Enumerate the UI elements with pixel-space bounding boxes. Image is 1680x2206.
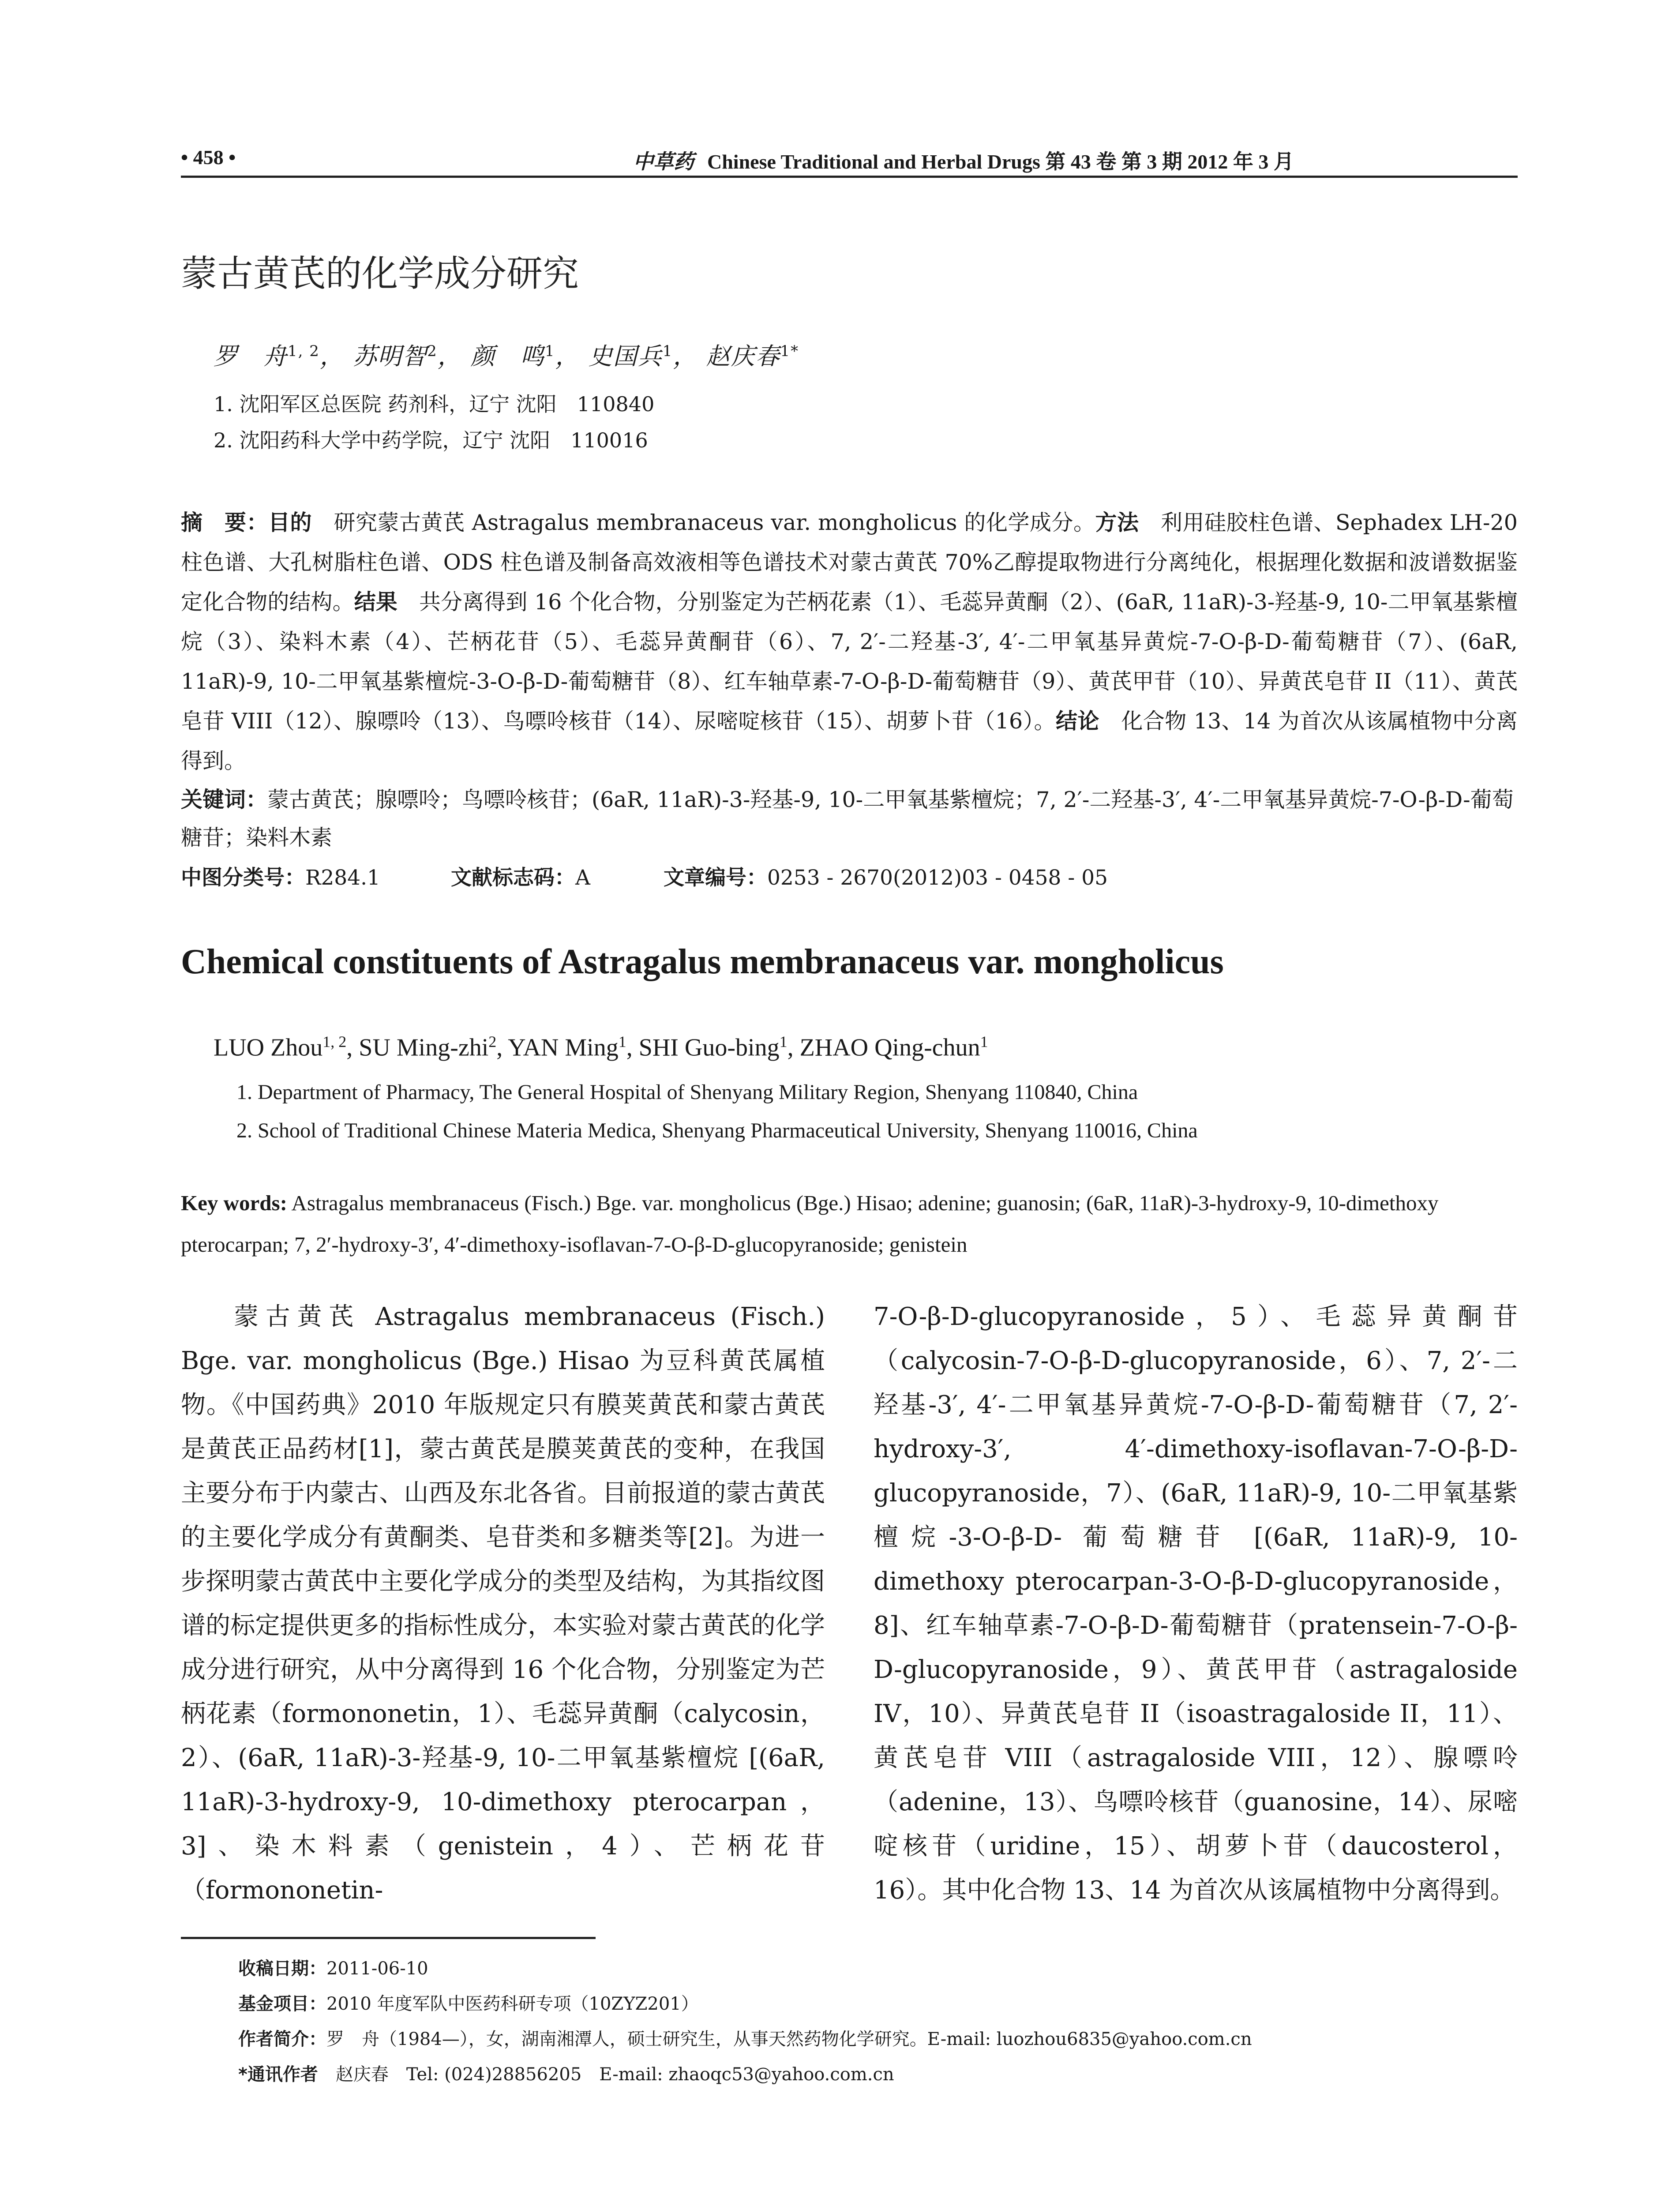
footnote-label: 作者简介： [238, 2029, 326, 2049]
running-header [181, 142, 1518, 176]
article-number: 0253 - 2670(2012)03 - 0458 - 05 [767, 866, 1108, 890]
journal-name-en: Chinese Traditional and Herbal Drugs 第 43 卷 第 3 期 2012 年 3 月 [707, 150, 1294, 173]
footnote-received [238, 1955, 428, 1980]
author-name: 苏明智 [353, 342, 428, 370]
paper-title-cn: 蒙古黄芪的化学成分研究 [181, 253, 579, 295]
result-label: 结果 [354, 589, 398, 615]
affiliation-cn-1: 1. 沈阳军区总医院 药剂科，辽宁 沈阳 110840 [214, 392, 655, 416]
author-name: 赵庆春 [706, 342, 780, 370]
author-affiliation-mark: 1 [980, 1033, 988, 1050]
article-number-label: 文章编号： [664, 866, 767, 890]
keywords-text-cn: 蒙古黄芪；腺嘌呤；鸟嘌呤核苷；(6aR, 11aR)-3-羟基-9, 10-二甲氧基紫檀烷；7, 2′-二羟基-3′, 4′-二甲氧基异黄烷-7-O-β-D-葡萄糖苷；染料木素 [181, 787, 1514, 850]
author-name-en: SHI Guo-bing [638, 1034, 780, 1062]
method-text: 利用硅胶柱色谱、Sephadex LH-20 柱色谱、大孔树脂柱色谱、ODS 柱色谱及制备高效液相等色谱技术对蒙古黄芪 70%乙醇提取物进行分离纯化，根据理化数据和波谱数据鉴定化合物的结构。 [181, 510, 1518, 615]
clc-label: 中图分类号： [181, 866, 305, 890]
page-number: • 458 • [181, 146, 236, 169]
document-code-label: 文献标志码： [451, 866, 575, 890]
author-name: 颜 鸣 [470, 342, 545, 370]
author-affiliation-mark: 1 [618, 1033, 626, 1050]
journal-line [633, 146, 1294, 175]
author-name-en: ZHAO Qing-chun [799, 1034, 980, 1062]
result-text: 共分离得到 16 个化合物，分别鉴定为芒柄花素（1）、毛蕊异黄酮（2）、(6aR, 11aR)-3-羟基-9, 10-二甲氧基紫檀烷（3）、染料木素（4）、芒柄花苷（5）、毛蕊异黄酮苷（6）、7, 2′-二羟基-3′, 4′-二甲氧基异黄烷-7-O-β-D-葡萄糖苷（7）、(6aR, 11aR)-9, 10-二甲氧基紫檀烷-3-O-β-D-葡萄糖苷（8）、红车轴草素-7-O-β-D-葡萄糖苷（9）、黄芪甲苷（10）、异黄芪皂苷 II（11）、黄芪皂苷 VIII（12）、腺嘌呤（13）、鸟嘌呤核苷（14）、尿嘧啶核苷（15）、胡萝卜苷（16）。 [181, 589, 1518, 734]
footnote-text: 赵庆春 Tel: (024)28856205 E-mail: zhaoqc53@yahoo.com.cn [318, 2064, 894, 2085]
body-column-left: 蒙古黄芪 Astragalus membranaceus (Fisch.) Bge. var. mongholicus (Bge.) Hisao 为豆科黄芪属植物。《中国药典》2010 年版规定只有膜荚黄芪和蒙古黄芪是黄芪正品药材[1]，蒙古黄芪是膜荚黄芪的变种，在我国主要分布于内蒙古、山西及东北各省。目前报道的蒙古黄芪的主要化学成分有黄酮类、皂苷类和多糖类等[2]。为进一步探明蒙古黄芪中主要化学成分的类型及结构，为其指纹图谱的标定提供更多的指标性成分，本实验对蒙古黄芪的化学成分进行研究，从中分离得到 16 个化合物，分别鉴定为芒柄花素（formononetin，1）、毛蕊异黄酮（calycosin，2）、(6aR, 11aR)-3-羟基-9, 10-二甲氧基紫檀烷 [(6aR, 11aR)-3-hydroxy-9, 10-dimethoxy pterocarpan，3]、染木料素（genistein，4）、芒柄花苷（formononetin- [181, 1302, 825, 1905]
abstract-label: 摘 要： [181, 510, 268, 535]
author-name-en: LUO Zhou [214, 1034, 323, 1062]
keywords-label-en: Key words: [181, 1191, 287, 1215]
paper-title-en: Chemical constituents of Astragalus membranaceus var. mongholicus [181, 942, 1224, 981]
author-list-en: LUO Zhou$^{1, 2}$, SU Ming-zhi$^2$, YAN Ming$^1$, SHI Guo-bing$^1$, ZHAO Qing-chun$^1$ [214, 1033, 988, 1062]
objective-label: 目的 [268, 510, 312, 535]
author-name: 罗 舟 [214, 342, 288, 370]
objective-text: 研究蒙古黄芪 Astragalus membranaceus var. mongholicus 的化学成分。 [312, 510, 1095, 535]
author-affiliation-mark: 1, 2 [322, 1033, 347, 1050]
affiliation-en-2: 2. School of Traditional Chinese Materia Medica, Shenyang Pharmaceutical University, Shenyang 110016, China [236, 1119, 1198, 1142]
author-affiliation-mark: 1 [662, 342, 673, 360]
footnote-funding [238, 1990, 699, 2015]
author-affiliation-mark: 1* [780, 342, 799, 360]
keywords-label-cn: 关键词： [181, 787, 268, 812]
clc-code: R284.1 [305, 866, 380, 890]
conclusion-text: 化合物 13、14 为首次从该属植物中分离得到。 [181, 709, 1518, 773]
classification-line [181, 861, 1518, 891]
keywords-en [181, 1182, 1518, 1265]
author-list-cn: 罗 舟$^{1, 2}$， 苏明智$^2$， 颜 鸣$^1$， 史国兵$^1$， 赵庆春$^{1*}$ [214, 342, 799, 370]
footnote-corresponding-author [238, 2060, 894, 2086]
affiliation-cn-2: 2. 沈阳药科大学中药学院，辽宁 沈阳 110016 [214, 428, 648, 452]
footnote-divider [181, 1937, 596, 1939]
footnote-author-bio [238, 2025, 1252, 2050]
keywords-text-en: Astragalus membranaceus (Fisch.) Bge. var. mongholicus (Bge.) Hisao; adenine; guanosin; (6aR, 11aR)-3-hydroxy-9, 10-dimethoxy pterocarpan; 7, 2′-hydroxy-3′, 4′-dimethoxy-isoflavan-7-O-β-D-glucopyranoside; genistein [181, 1191, 1439, 1257]
author-affiliation-mark: 1 [544, 342, 555, 360]
author-affiliation-mark: 1 [779, 1033, 788, 1050]
author-name-en: SU Ming-zhi [359, 1034, 489, 1062]
author-affiliation-mark: 2 [488, 1033, 497, 1050]
footnote-text: 2010 年度军队中医药科研专项（10ZYZ201） [326, 1994, 699, 2014]
author-affiliation-mark: 2 [427, 342, 438, 360]
author-affiliation-mark: 1, 2 [288, 342, 320, 360]
conclusion-label: 结论 [1056, 709, 1099, 734]
footnote-label: *通讯作者 [238, 2064, 318, 2085]
keywords-cn [181, 781, 1518, 857]
footnote-label: 收稿日期： [238, 1958, 326, 1979]
footnote-text: 罗 舟（1984—），女，湖南湘潭人，硕士研究生，从事天然药物化学研究。E-mail: luozhou6835@yahoo.com.cn [326, 2029, 1252, 2049]
footnote-text: 2011-06-10 [326, 1958, 428, 1979]
journal-name-cn: 中草药 [633, 150, 694, 173]
author-name: 史国兵 [588, 342, 663, 370]
method-label: 方法 [1095, 510, 1139, 535]
body-column-right: 7-O-β-D-glucopyranoside，5）、毛蕊异黄酮苷（calycosin-7-O-β-D-glucopyranoside，6）、7, 2′-二羟基-3′, 4′-二甲氧基异黄烷-7-O-β-D-葡萄糖苷（7, 2′-hydroxy-3′, 4′-dimethoxy-isoflavan-7-O-β-D-glucopyranoside，7）、(6aR, 11aR)-9, 10-二甲氧基紫檀烷-3-O-β-D- 葡萄糖苷 [(6aR, 11aR)-9, 10-dimethoxy pterocarpan-3-O-β-D-glucopyranoside，8]、红车轴草素-7-O-β-D-葡萄糖苷（pratensein-7-O-β-D-glucopyranoside，9）、黄芪甲苷（astragaloside IV，10）、异黄芪皂苷 II（isoastragaloside II，11）、黄芪皂苷 VIII（astragaloside VIII，12）、腺嘌呤（adenine，13）、鸟嘌呤核苷（guanosine，14）、尿嘧啶核苷（uridine，15）、胡萝卜苷（daucosterol，16）。其中化合物 13、14 为首次从该属植物中分离得到。 [874, 1302, 1518, 1905]
footnote-label: 基金项目： [238, 1994, 326, 2014]
document-code: A [575, 866, 590, 890]
header-divider [181, 176, 1518, 178]
abstract-cn [181, 503, 1518, 781]
author-name-en: YAN Ming [508, 1034, 619, 1062]
affiliation-en-1: 1. Department of Pharmacy, The General Hospital of Shenyang Military Region, Shenyang 110840, China [236, 1080, 1138, 1104]
